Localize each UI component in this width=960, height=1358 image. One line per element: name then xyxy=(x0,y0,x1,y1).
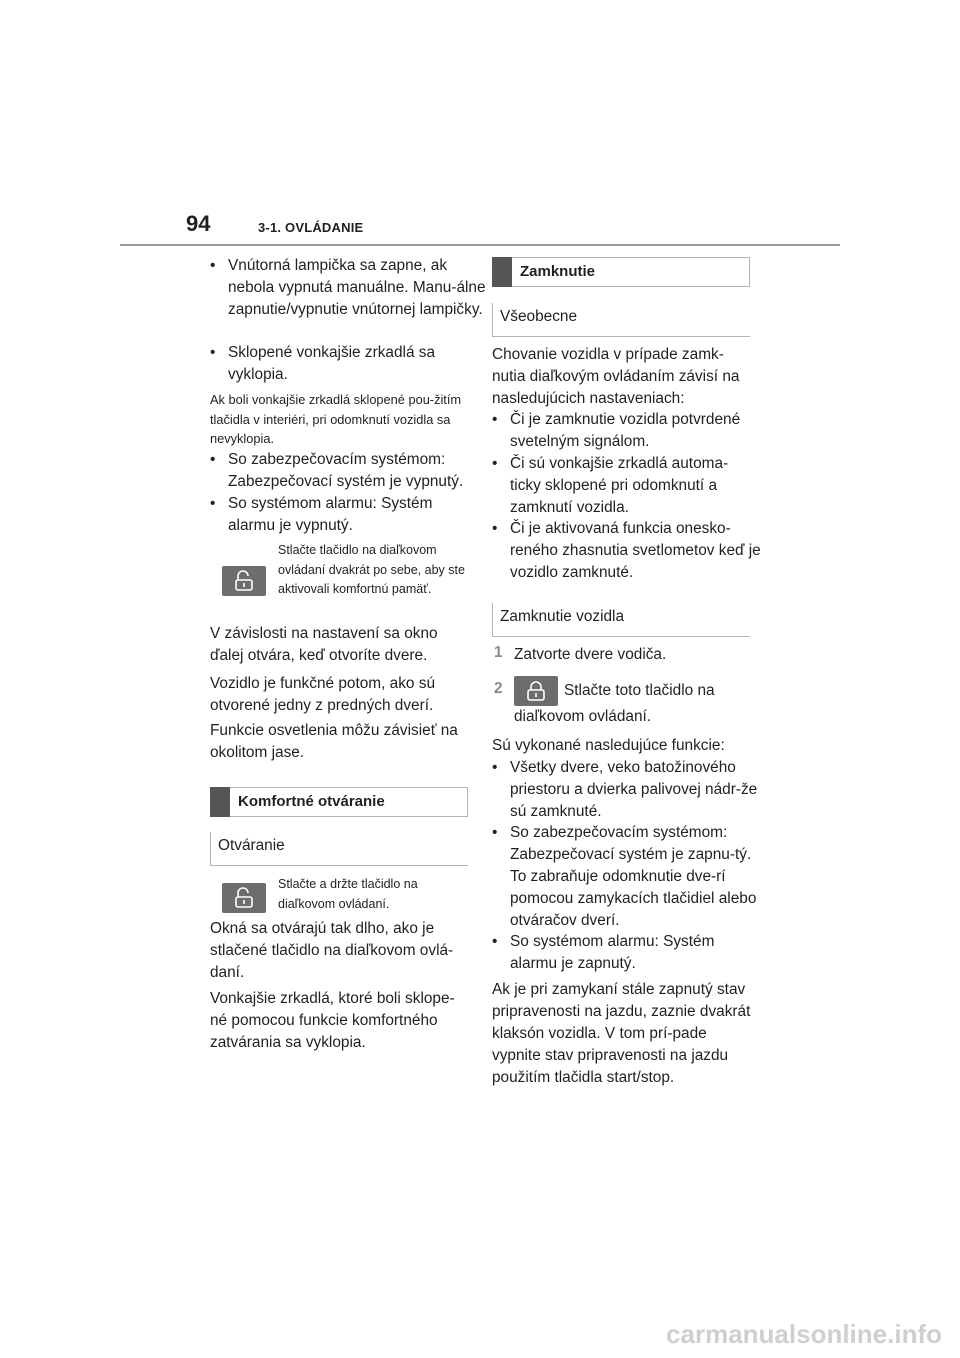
paragraph: Vonkajšie zrkadlá, ktoré boli sklope-né pomocou funkcie komfortného zatvárania sa vyklopia. xyxy=(210,990,455,1051)
list-item: • Či je zamknutie vozidla potvrdené svetelným signálom. xyxy=(492,411,741,450)
remote-unlock-button xyxy=(222,883,266,913)
list-item: • So zabezpečovacím systémom: Zabezpečovací systém je zapnu-tý. To zabraňuje odomknutie dve-rí pomocou zamykacích tlačidiel alebo otváračov dverí. xyxy=(492,824,757,929)
step-number: 1 xyxy=(494,644,503,661)
list-item-text: Vnútorná lampička sa zapne, ak nebola vypnutá manuálne. Manu-álne zapnutie/vypnutie vnútornej lampičky. xyxy=(228,257,486,318)
heading-bar xyxy=(492,257,512,287)
list-item-text: Či sú vonkajšie zrkadlá automa-ticky sklopené pri odomknutí a zamknutí vozidla. xyxy=(510,455,729,516)
paragraph: Vozidlo je funkčné potom, ako sú otvorené jedny z predných dverí. xyxy=(210,675,436,714)
list-item: • So zabezpečovacím systémom: Zabezpečovací systém je vypnutý. xyxy=(210,451,464,490)
section-heading xyxy=(492,257,750,287)
sub-heading-text: Zamknutie vozidla xyxy=(500,608,625,625)
list-item-text: So systémom alarmu: Systém alarmu je vypnutý. xyxy=(228,495,433,534)
list-item-text: So systémom alarmu: Systém alarmu je zapnutý. xyxy=(510,933,715,972)
key-instruction: Stlačte tlačidlo na diaľkovom ovládaní dvakrát po sebe, aby ste aktivovali komfortnú pamäť. xyxy=(278,543,465,596)
paragraph: Sú vykonané nasledujúce funkcie: xyxy=(492,737,725,754)
unlock-icon xyxy=(233,570,255,592)
unlock-icon xyxy=(233,887,255,909)
paragraph: Okná sa otvárajú tak dlho, ako je stlačené tlačidlo na diaľkovom ovlá-daní. xyxy=(210,920,454,981)
step-text: Stlačte toto tlačidlo na xyxy=(564,682,715,699)
list-item: • Všetky dvere, veko batožinového priestoru a dvierka palivovej nádr-že sú zamknuté. xyxy=(492,759,758,820)
watermark: carmanualsonline.info xyxy=(666,1319,942,1349)
remote-unlock-button xyxy=(222,566,266,596)
list-item: • So systémom alarmu: Systém alarmu je zapnutý. xyxy=(492,933,715,972)
list-item-text: So zabezpečovacím systémom: Zabezpečovací systém je zapnu-tý. To zabraňuje odomknutie dve-rí pomocou zamykacích tlačidiel alebo otváračov dverí. xyxy=(510,824,757,929)
list-item-text: So zabezpečovacím systémom: Zabezpečovací systém je vypnutý. xyxy=(228,451,464,490)
list-item: • So systémom alarmu: Systém alarmu je vypnutý. xyxy=(210,495,433,534)
section-heading-text: Zamknutie xyxy=(520,263,596,280)
step-text: diaľkovom ovládaní. xyxy=(514,708,652,725)
list-item: • Sklopené vonkajšie zrkadlá sa vyklopia. xyxy=(210,344,436,383)
section-heading xyxy=(210,787,468,817)
list-item: • Či sú vonkajšie zrkadlá automa-ticky sklopené pri odomknutí a zamknutí vozidla. xyxy=(492,455,729,516)
sub-heading-text: Všeobecne xyxy=(500,308,578,325)
list-item: • Vnútorná lampička sa zapne, ak nebola vypnutá manuálne. Manu-álne zapnutie/vypnutie vnútornej lampičky. xyxy=(210,257,486,318)
list-item-text: Či je aktivovaná funkcia onesko-reného zhasnutia svetlometov keď je vozidlo zamknuté. xyxy=(510,520,761,581)
step-text: Zatvorte dvere vodiča. xyxy=(514,646,667,663)
lock-icon xyxy=(525,680,547,702)
paragraph: V závislosti na nastavení sa okno ďalej otvára, keď otvoríte dvere. xyxy=(210,625,438,664)
list-item-text: Sklopené vonkajšie zrkadlá sa vyklopia. xyxy=(228,344,436,383)
list-item-text: Všetky dvere, veko batožinového priestoru a dvierka palivovej nádr-že sú zamknuté. xyxy=(510,759,758,820)
chapter-title: 3-1. OVLÁDANIE xyxy=(258,220,364,235)
page-number: 94 xyxy=(186,211,211,236)
sub-heading xyxy=(492,603,750,637)
section-heading-text: Komfortné otváranie xyxy=(238,793,385,810)
heading-bar xyxy=(210,787,230,817)
paragraph: Funkcie osvetlenia môžu závisieť na okolitom jase. xyxy=(210,722,458,761)
list-item-text: Či je zamknutie vozidla potvrdené svetelným signálom. xyxy=(510,411,741,450)
mirror-note: Ak boli vonkajšie zrkadlá sklopené pou-žitím tlačidla v interiéri, pri odomknutí vozidla sa nevyklopia. xyxy=(210,392,462,446)
header-divider xyxy=(120,244,840,246)
sub-heading xyxy=(210,832,468,866)
step-number: 2 xyxy=(494,680,503,697)
paragraph: Chovanie vozidla v prípade zamk-nutia diaľkovým ovládaním závisí na nasledujúcich nastaveniach: xyxy=(492,346,740,407)
remote-lock-button xyxy=(514,676,558,706)
sub-heading-text: Otváranie xyxy=(218,837,285,854)
sub-heading xyxy=(492,303,750,337)
list-item: • Či je aktivovaná funkcia onesko-reného zhasnutia svetlometov keď je vozidlo zamknuté. xyxy=(492,520,761,581)
key-instruction: Stlačte a držte tlačidlo na diaľkovom ovládaní. xyxy=(278,877,418,911)
paragraph: Ak je pri zamykaní stále zapnutý stav pripravenosti na jazdu, zaznie dvakrát klaksón vozidla. V tom prí-pade vypnite stav pripravenosti na jazdu použitím tlačidla start/stop. xyxy=(492,981,751,1086)
